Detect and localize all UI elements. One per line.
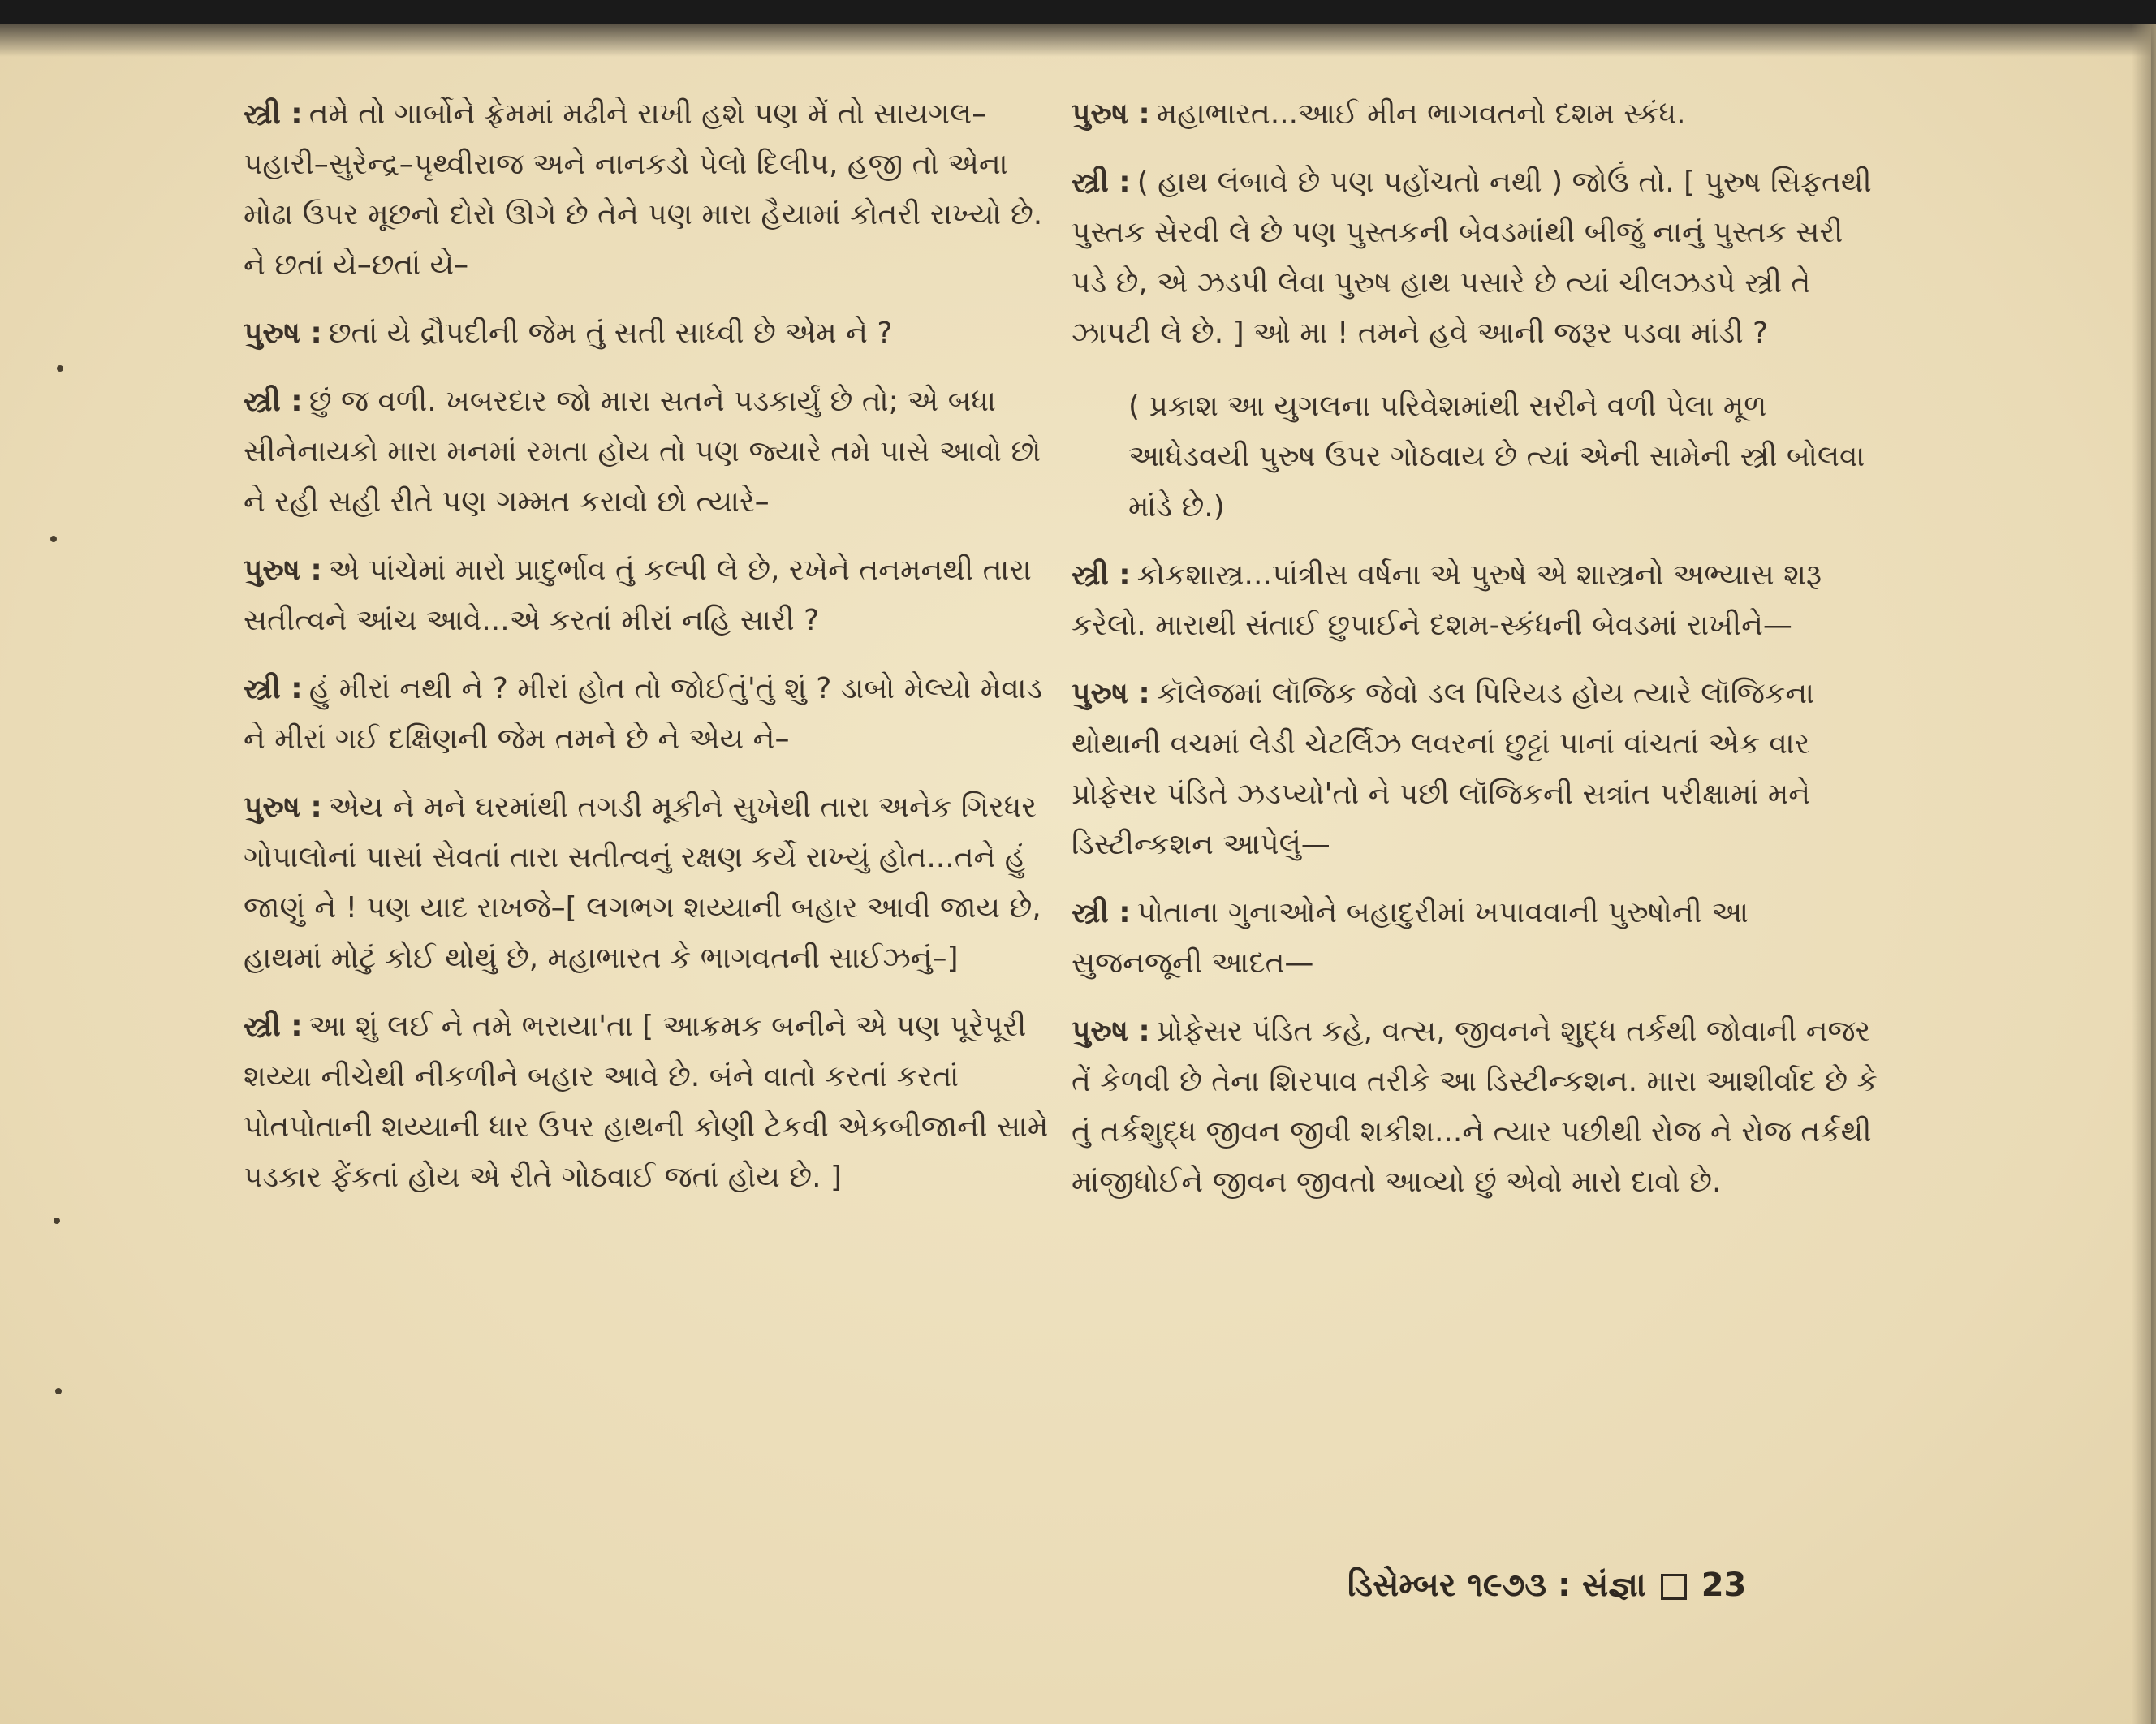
speaker-label: સ્ત્રી : xyxy=(1072,558,1131,592)
dialogue-text: હું મીરાં નથી ને ? મીરાં હોત તો જોઈતું'તું શું ? ડાબો મેલ્યો મેવાડ ને મીરાં ગઈ દક્ષિણની જેમ તમને છે ને એય ને– xyxy=(244,672,1043,756)
margin-dot xyxy=(54,1218,60,1224)
margin-dot xyxy=(50,536,57,542)
right-column xyxy=(1072,89,1883,1226)
speaker-label: સ્ત્રી : xyxy=(244,672,303,705)
dialogue-text: કોકશાસ્ત્ર...પાંત્રીસ વર્ષના એ પુરુષે એ શાસ્ત્રનો અભ્યાસ શરૂ કરેલો. મારાથી સંતાઈ છુપાઈને દશમ-સ્કંધની બેવડમાં રાખીને— xyxy=(1072,558,1822,642)
dialogue-entry xyxy=(1072,669,1883,870)
dialogue-text: પોતાના ગુનાઓને બહાદુરીમાં ખપાવવાની પુરુષોની આ સુજનજૂની આદત— xyxy=(1072,896,1749,980)
speaker-label: પુરુષ : xyxy=(244,791,322,824)
dialogue-text: એ પાંચેમાં મારો પ્રાદુર્ભાવ તું કલ્પી લે છે, રખેને તનમનથી તારા સતીત્વને આંચ આવે...એ કરતાં મીરાં નહિ સારી ? xyxy=(244,554,1032,637)
speaker-label: પુરુષ : xyxy=(1072,677,1150,710)
speaker-label: સ્ત્રી : xyxy=(1072,896,1131,929)
dialogue-text: છતાં યે દ્રૌપદીની જેમ તું સતી સાધ્વી છે એમ ને ? xyxy=(328,317,893,350)
dialogue-text: છું જ વળી. ખબરદાર જો મારા સતને પડકાર્યું છે તો; એ બધા સીનેનાયકો મારા મનમાં રમતા હોય તો પણ જ્યારે તમે પાસે આવો છો ને રહી સહી રીતે પણ ગમ્મત કરાવો છો ત્યારે– xyxy=(244,385,1041,519)
stage-direction: ( પ્રકાશ આ યુગલના પરિવેશમાંથી સરીને વળી પેલા મૂળ આધેડવયી પુરુષ ઉપર ગોઠવાય છે ત્યાં એની સામેની સ્ત્રી બોલવા માંડે છે.) xyxy=(1128,390,1865,524)
dialogue-text: પ્રોફેસર પંડિત કહે, વત્સ, જીવનને શુદ્ધ તર્કથી જોવાની નજર તેં કેળવી છે તેના શિરપાવ તરીકે આ ડિસ્ટીન્કશન. મારા આશીર્વાદ છે કે તું તર્કશુદ્ધ જીવન જીવી શકીશ...ને ત્યાર પછીથી રોજ ને રોજ તર્કથી માંજીધોઈને જીવન જીવતો આવ્યો છું એવો મારો દાવો છે. xyxy=(1072,1015,1878,1199)
speaker-label: સ્ત્રી : xyxy=(244,385,303,418)
speaker-label: સ્ત્રી : xyxy=(244,97,303,131)
speaker-label: પુરુષ : xyxy=(1072,1015,1150,1048)
dialogue-text: એય ને મને ઘરમાંથી તગડી મૂકીને સુખેથી તારા અનેક ગિરધર ગોપાલોનાં પાસાં સેવતાં તારા સતીત્વનું રક્ષણ કર્યે રાખ્યું હોત...તને હું જાણું ને ! પણ યાદ રાખજે–[ લગભગ શય્યાની બહાર આવી જાય છે, હાથમાં મોટું કોઈ થોથું છે, મહાભારત કે ભાગવતની સાઈઝનું–] xyxy=(244,791,1041,975)
dialogue-text: ( હાથ લંબાવે છે પણ પહોંચતો નથી ) જોઉં તો. [ પુરુષ સિફતથી પુસ્તક સેરવી લે છે પણ પુસ્તકની બેવડમાંથી બીજું નાનું પુસ્તક સરી પડે છે, એ ઝડપી લેવા પુરુષ હાથ પસારે છે ત્યાં ચીલઝડપે સ્ત્રી તે ઝાપટી લે છે. ] ઓ મા ! તમને હવે આની જરૂર પડવા માંડી ? xyxy=(1072,166,1872,350)
dialogue-text: મહાભારત...આઈ મીન ભાગવતનો દશમ સ્કંધ. xyxy=(1156,97,1686,131)
speaker-label: પુરુષ : xyxy=(244,317,322,350)
left-column xyxy=(244,89,1055,1221)
page-spine-shadow xyxy=(2132,24,2156,1724)
page-number: 23 xyxy=(1701,1567,1747,1604)
margin-dot xyxy=(57,365,63,372)
page-top-shadow xyxy=(0,24,2156,57)
dialogue-text: કૉલેજમાં લૉજિક જેવો ડલ પિરિયડ હોય ત્યારે લૉજિકના થોથાની વચમાં લેડી ચેટર્લિઝ લવરનાં છુટ્ટાં પાનાં વાંચતાં એક વાર પ્રોફેસર પંડિતે ઝડપ્યો'તો ને પછી લૉજિકની સત્રાંત પરીક્ષામાં મને ડિસ્ટીન્કશન આપેલું— xyxy=(1072,677,1814,861)
dialogue-entry xyxy=(244,782,1055,984)
dialogue-entry xyxy=(244,1002,1055,1203)
speaker-label: સ્ત્રી : xyxy=(1072,166,1131,199)
issue-label: ડિસેમ્બર ૧૯૭૩ : સંજ્ઞા xyxy=(1348,1567,1646,1604)
dialogue-text: તમે તો ગાર્બોને ફ્રેમમાં મઢીને રાખી હશે પણ મેં તો સાયગલ–પહારી–સુરેન્દ્ર–પૃથ્વીરાજ અને નાનકડો પેલો દિલીપ, હજી તો એના મોઢા ઉપર મૂછનો દોરો ઊગે છે તેને પણ મારા હૈયામાં કોતરી રાખ્યો છે. ને છતાં યે–છતાં યે– xyxy=(244,97,1043,282)
dialogue-entry xyxy=(1072,89,1883,140)
dialogue-entry xyxy=(244,664,1055,765)
dialogue-entry xyxy=(1072,157,1883,359)
dialogue-entry xyxy=(244,545,1055,646)
square-icon xyxy=(1661,1574,1687,1600)
dialogue-text: આ શું લઈ ને તમે ભરાયા'તા [ આક્રમક બનીને એ પણ પૂરેપૂરી શય્યા નીચેથી નીકળીને બહાર આવે છે. બંને વાતો કરતાં કરતાં પોતપોતાની શય્યાની ધાર ઉપર હાથની કોણી ટેકવી એકબીજાની સામે પડકાર ફેંકતાં હોય એ રીતે ગોઠવાઈ જતાં હોય છે. ] xyxy=(244,1010,1049,1194)
dialogue-entry xyxy=(1072,550,1883,651)
dialogue-entry xyxy=(244,89,1055,291)
dialogue-entry xyxy=(244,308,1055,359)
page-footer xyxy=(1348,1567,1746,1604)
speaker-label: પુરુષ : xyxy=(244,554,322,587)
speaker-label: સ્ત્રી : xyxy=(244,1010,303,1043)
speaker-label: પુરુષ : xyxy=(1072,97,1150,131)
dialogue-entry xyxy=(1072,1006,1883,1208)
dialogue-entry xyxy=(244,377,1055,528)
margin-dot xyxy=(55,1388,62,1394)
dialogue-entry xyxy=(1072,888,1883,989)
